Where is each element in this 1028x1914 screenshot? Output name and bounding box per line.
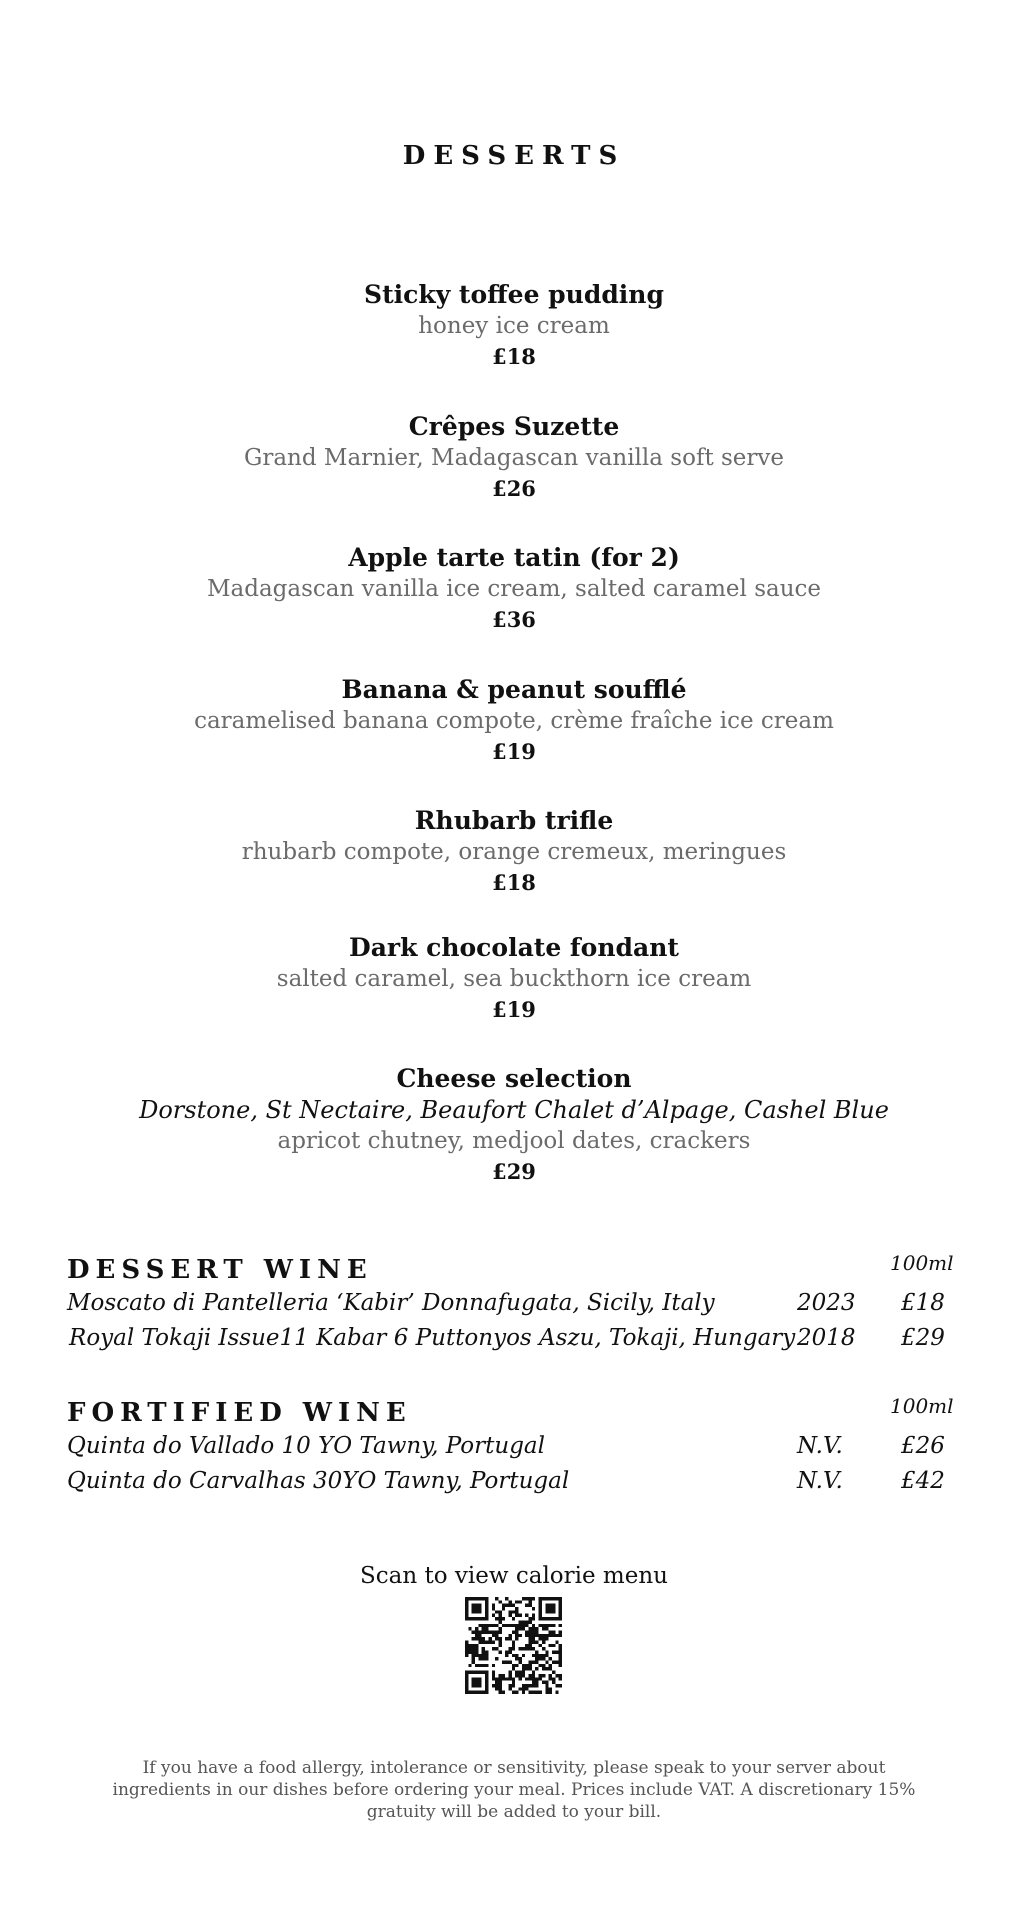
wine-name: Moscato di Pantelleria ‘Kabir’ Donnafugata, Sicily, Italy	[67, 1290, 715, 1316]
dessert-name: Dark chocolate fondant	[349, 933, 679, 962]
dessert-name: Apple tarte tatin (for 2)	[348, 543, 680, 572]
fortified-wine-heading: FORTIFIED WINE	[67, 1398, 412, 1428]
wine-name: Royal Tokaji Issue11 Kabar 6 Puttonyos Aszu, Tokaji, Hungary	[69, 1325, 796, 1351]
wine-price: £18	[901, 1290, 945, 1316]
dessert-name: Crêpes Suzette	[408, 412, 620, 441]
dessert-price: £18	[492, 870, 536, 895]
wine-year: 2018	[797, 1325, 856, 1351]
wine-row	[0, 1325, 1028, 1359]
wine-row	[0, 1433, 1028, 1467]
wine-price: £29	[901, 1325, 945, 1351]
dessert-price: £26	[492, 476, 536, 501]
qr-code-icon[interactable]	[465, 1597, 562, 1694]
dessert-item	[0, 804, 1028, 898]
dessert-price: £36	[492, 607, 536, 632]
cheese-list: Dorstone, St Nectaire, Beaufort Chalet d’Alpage, Cashel Blue	[139, 1096, 889, 1124]
dessert-item	[0, 1062, 1028, 1187]
wine-row	[0, 1290, 1028, 1324]
dessert-item	[0, 541, 1028, 635]
dessert-description: Grand Marnier, Madagascan vanilla soft serve	[243, 445, 785, 471]
wine-price: £26	[901, 1433, 945, 1459]
fortified-wine-unit: 100ml	[890, 1394, 954, 1418]
wine-year: 2023	[797, 1290, 856, 1316]
allergy-footer-note: If you have a food allergy, intolerance or sensitivity, please speak to your server about ingredients in our dishes before ordering your meal. Prices include VAT. A discretionary 15% gratuity will be added to your bill.	[112, 1758, 916, 1822]
dessert-description: apricot chutney, medjool dates, crackers	[277, 1128, 751, 1154]
wine-name: Quinta do Carvalhas 30YO Tawny, Portugal	[67, 1468, 570, 1494]
wine-year: N.V.	[797, 1468, 843, 1494]
wine-name: Quinta do Vallado 10 YO Tawny, Portugal	[67, 1433, 545, 1459]
dessert-wine-unit: 100ml	[890, 1251, 954, 1275]
qr-code-graphic	[465, 1597, 562, 1694]
dessert-price: £19	[492, 997, 536, 1022]
dessert-name: Rhubarb trifle	[414, 806, 614, 835]
dessert-description: Madagascan vanilla ice cream, salted caramel sauce	[206, 576, 822, 602]
dessert-description: salted caramel, sea buckthorn ice cream	[276, 966, 752, 992]
dessert-price: £18	[492, 344, 536, 369]
dessert-name: Banana & peanut soufflé	[341, 675, 687, 704]
dessert-description: rhubarb compote, orange cremeux, meringues	[241, 839, 787, 865]
dessert-price: £29	[492, 1159, 536, 1184]
dessert-name: Cheese selection	[396, 1064, 632, 1093]
wine-year: N.V.	[797, 1433, 843, 1459]
dessert-price: £19	[492, 739, 536, 764]
dessert-item	[0, 410, 1028, 504]
dessert-description: caramelised banana compote, crème fraîche ice cream	[194, 708, 834, 734]
dessert-name: Sticky toffee pudding	[364, 280, 664, 309]
desserts-heading: DESSERTS	[402, 141, 626, 171]
dessert-item	[0, 673, 1028, 767]
wine-price: £42	[901, 1468, 945, 1494]
dessert-item	[0, 278, 1028, 372]
dessert-description: honey ice cream	[418, 313, 610, 339]
dessert-item	[0, 931, 1028, 1025]
wine-row	[0, 1468, 1028, 1502]
calorie-scan-text: Scan to view calorie menu	[360, 1563, 668, 1589]
dessert-wine-heading: DESSERT WINE	[67, 1255, 373, 1285]
